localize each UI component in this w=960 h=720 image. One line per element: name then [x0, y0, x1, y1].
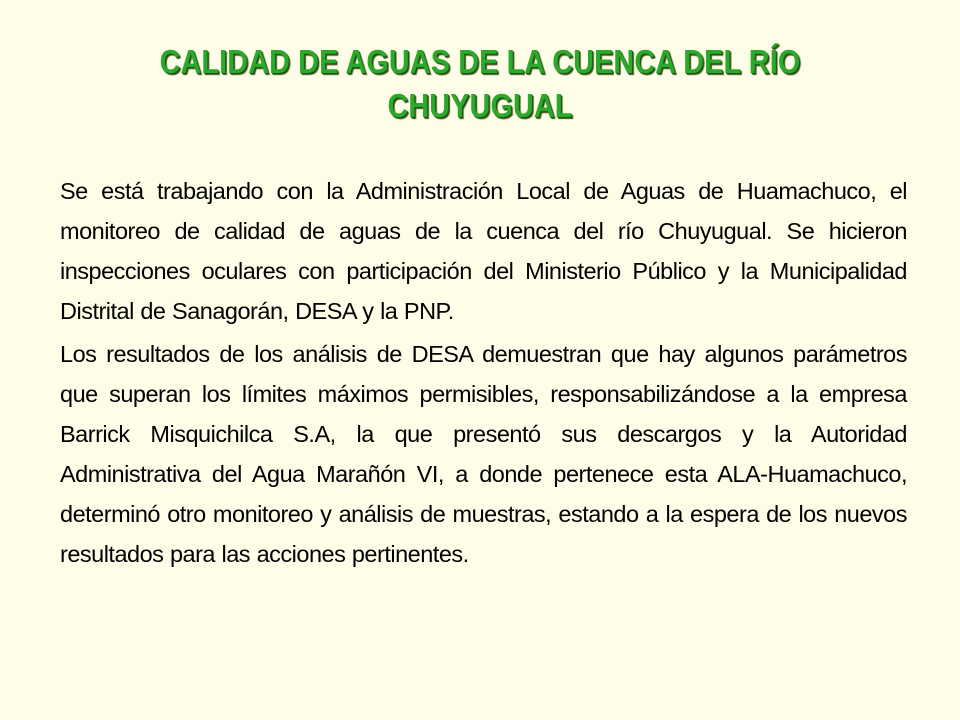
slide-title [115, 40, 846, 128]
paragraph-monitoring: Se está trabajando con la Administración Local de Aguas de Huamachuco, el monitoreo de calidad de aguas de la cuenca del río Chuyugual. Se hicieron inspecciones oculares con participación del Ministerio Público y la Municipalidad Distrital de Sanagorán, DESA y la PNP. [60, 178, 907, 324]
slide-body [60, 171, 907, 574]
paragraph-results: Los resultados de los análisis de DESA demuestran que hay algunos parámetros que superan los límites máximos permisibles, responsabilizándose a la empresa Barrick Misquichilca S.A, la que presentó sus descargos y la Autoridad Administrativa del Agua Marañón VI, a donde pertenece esta ALA-Huamachuco, determinó otro monitoreo y análisis de muestras, estando a la espera de los nuevos resultados para las acciones pertinentes. [60, 341, 907, 567]
slide-title-line-2: CHUYUGUAL [387, 87, 573, 124]
slide-title-line-1: CALIDAD DE AGUAS DE LA CUENCA DEL RÍO [159, 43, 801, 80]
